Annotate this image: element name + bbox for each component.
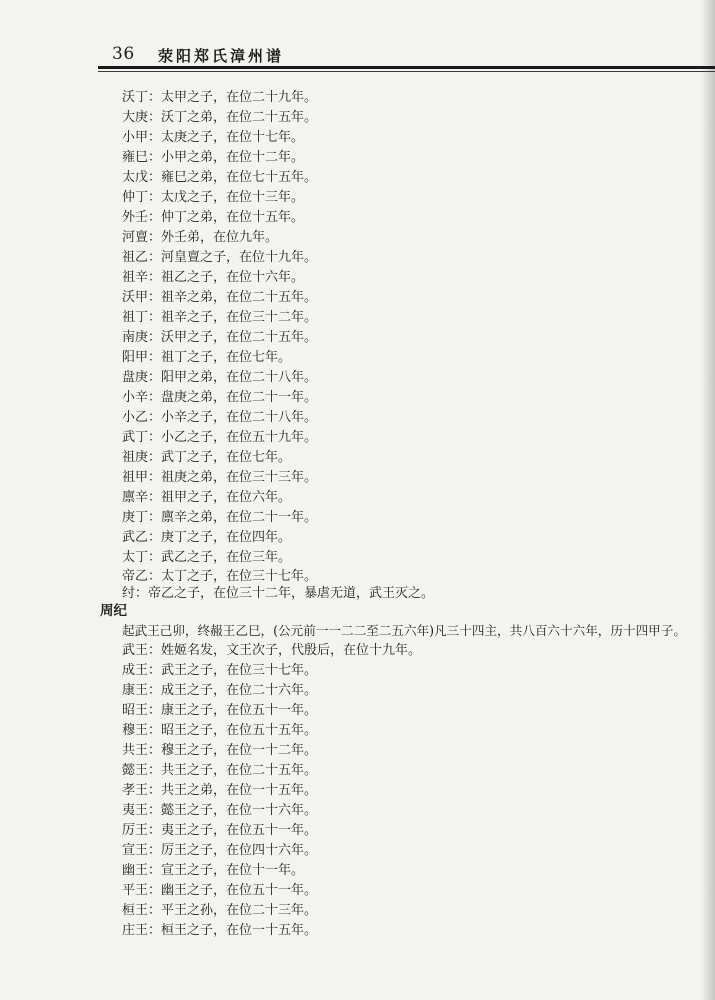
- king-entry: 太丁：武乙之子，在位三年。: [122, 550, 292, 565]
- king-entry: 厉王：夷王之子，在位五十一年。: [122, 823, 318, 838]
- king-entry: 幽王：宣王之子，在位十一年。: [122, 863, 305, 878]
- header-rule-thin: [98, 71, 715, 72]
- king-entry: 沃甲：祖辛之弟，在位二十五年。: [122, 290, 318, 305]
- king-entry: 河亶：外壬弟，在位九年。: [122, 230, 279, 245]
- king-entry: 桓王：平王之孙，在位二十三年。: [122, 903, 318, 918]
- king-entry: 夷王：懿王之子，在位一十六年。: [122, 803, 318, 818]
- king-entry: 雍巳：小甲之弟，在位十二年。: [122, 150, 305, 165]
- king-entry: 祖辛：祖乙之子，在位十六年。: [122, 270, 305, 285]
- king-entry: 外壬：仲丁之弟，在位十五年。: [122, 210, 305, 225]
- king-entry: 穆王：昭王之子，在位五十五年。: [122, 723, 318, 738]
- king-entry: 仲丁：太戊之子，在位十三年。: [122, 190, 305, 205]
- running-title: 荥阳郑氏漳州谱: [158, 47, 285, 65]
- king-entry: 小辛：盘庚之弟，在位二十一年。: [122, 390, 318, 405]
- king-entry: 祖甲：祖庚之弟，在位三十三年。: [122, 470, 318, 485]
- king-entry: 庄王：桓王之子，在位一十五年。: [122, 923, 318, 938]
- king-entry: 武乙：庚丁之子，在位四年。: [122, 530, 292, 545]
- king-entry: 康王：成王之子，在位二十六年。: [122, 683, 318, 698]
- header-rule: [98, 66, 715, 69]
- king-entry: 沃丁：太甲之子，在位二十九年。: [122, 90, 318, 105]
- king-entry: 小甲：太庚之子，在位十七年。: [122, 130, 305, 145]
- king-entry: 祖乙：河皇亶之子，在位十九年。: [122, 250, 318, 265]
- zhou-intro: 起武王己卯，终赧王乙巳，(公元前一一二二至二五六年)凡三十四主，共八百六十六年，历十四甲子。: [122, 623, 686, 638]
- king-entry: 庚丁：廪辛之弟，在位二十一年。: [122, 510, 318, 525]
- king-entry: 盘庚：阳甲之弟，在位二十八年。: [122, 370, 318, 385]
- king-entry: 帝乙：太丁之子，在位三十七年。: [122, 569, 318, 584]
- page-number: 36: [112, 44, 135, 64]
- king-entry: 共王：穆王之子，在位一十二年。: [122, 743, 318, 758]
- king-entry: 太戊：雍巳之弟，在位七十五年。: [122, 170, 318, 185]
- page-header: [100, 44, 710, 68]
- king-entry: 武王：姓姬名发，文王次子，代殷后，在位十九年。: [122, 643, 422, 658]
- page-edge-shadow: [701, 0, 715, 1000]
- king-entry: 祖丁：祖辛之子，在位三十二年。: [122, 310, 318, 325]
- king-entry: 廪辛：祖甲之子，在位六年。: [122, 490, 292, 505]
- king-entry: 成王：武王之子，在位三十七年。: [122, 663, 318, 678]
- king-entry: 大庚：沃丁之弟，在位二十五年。: [122, 110, 318, 125]
- king-entry: 宣王：厉王之子，在位四十六年。: [122, 843, 318, 858]
- king-entry: 南庚：沃甲之子，在位二十五年。: [122, 330, 318, 345]
- king-entry: 祖庚：武丁之子，在位七年。: [122, 450, 292, 465]
- king-entry: 懿王：共王之子，在位二十五年。: [122, 763, 318, 778]
- king-entry: 小乙：小辛之子，在位二十八年。: [122, 410, 318, 425]
- king-entry: 纣：帝乙之子，在位三十二年，暴虐无道，武王灭之。: [122, 586, 435, 601]
- zhou-section-heading: 周纪: [100, 603, 127, 619]
- king-entry: 平王：幽王之子，在位五十一年。: [122, 883, 318, 898]
- king-entry: 孝王：共王之弟，在位一十五年。: [122, 783, 318, 798]
- king-entry: 昭王：康王之子，在位五十一年。: [122, 703, 318, 718]
- king-entry: 武丁：小乙之子，在位五十九年。: [122, 430, 318, 445]
- king-entry: 阳甲：祖丁之子，在位七年。: [122, 350, 292, 365]
